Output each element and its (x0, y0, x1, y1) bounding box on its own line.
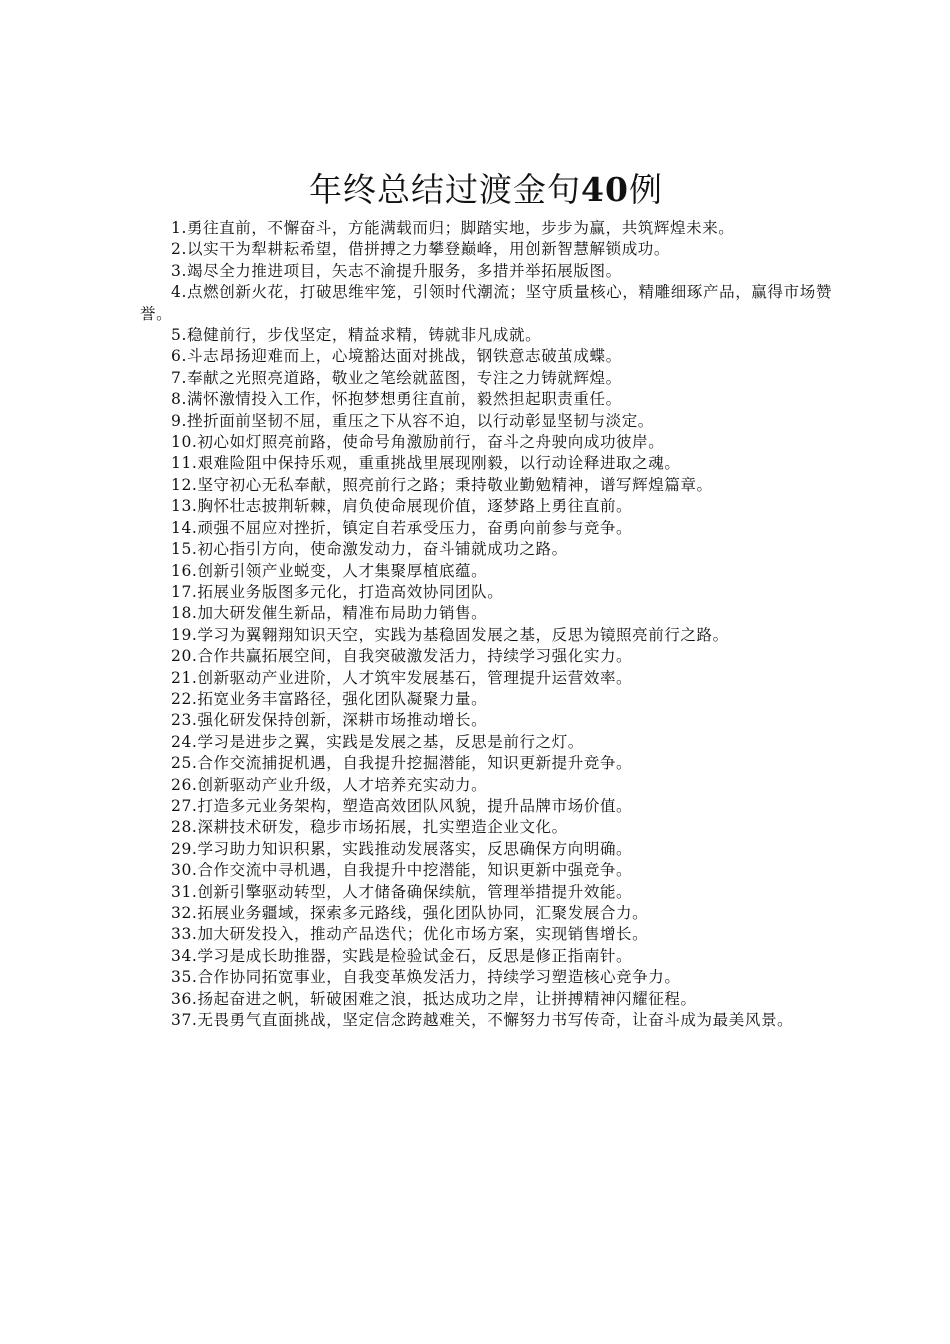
list-item: 3.竭尽全力推进项目，矢志不渝提升服务，多措并举拓展版图。 (171, 261, 622, 280)
list-item: 33.加大研发投入，推动产品迭代；优化市场方案，实现销售增长。 (171, 925, 649, 944)
list-item: 1.勇往直前，不懈奋斗，方能满载而归；脚踏实地，步步为赢，共筑辉煌未来。 (171, 219, 735, 237)
list-item: 17.拓展业务版图多元化，打造高效协同团队。 (171, 582, 504, 601)
list-item: 9.挫折面前坚韧不屈，重压之下从容不迫，以行动彰显坚韧与淡定。 (171, 411, 654, 430)
document-page (140, 168, 832, 1031)
list-item: 11.艰难险阻中保持乐观，重重挑战里展现刚毅，以行动诠释进取之魂。 (171, 454, 681, 473)
list-item: 32.拓展业务疆域，探索多元路线，强化团队协同，汇聚发展合力。 (171, 904, 649, 922)
list-item: 2.以实干为犁耕耘希望，借拼搏之力攀登巅峰，用创新智慧解锁成功。 (171, 240, 670, 259)
list-item: 24.学习是进步之翼，实践是发展之基，反思是前行之灯。 (171, 732, 584, 751)
list-item: 25.合作交流捕捉机遇，自我提升挖掘潜能，知识更新提升竞争。 (171, 754, 633, 773)
document-title (140, 168, 832, 212)
title-number: 40 (581, 170, 629, 209)
list-item: 19.学习为翼翱翔知识天空，实践为基稳固发展之基，反思为镜照亮前行之路。 (171, 625, 729, 644)
list-item: 29.学习助力知识积累，实践推动发展落实，反思确保方向明确。 (171, 839, 633, 858)
list-item: 13.胸怀壮志披荆斩棘，肩负使命展现价值，逐梦路上勇往直前。 (171, 497, 633, 516)
list-item: 5.稳健前行，步伐坚定，精益求精，铸就非凡成就。 (171, 326, 542, 345)
list-item: 12.坚守初心无私奉献，照亮前行之路；秉持敬业勤勉精神，谱写辉煌篇章。 (171, 475, 713, 494)
list-item: 20.合作共赢拓展空间，自我突破激发活力，持续学习强化实力。 (171, 647, 633, 666)
list-item: 10.初心如灯照亮前路，使命号角激励前行，奋斗之舟驶向成功彼岸。 (171, 433, 665, 452)
list-item: 35.合作协同拓宽事业，自我变革焕发活力，持续学习塑造核心竞争力。 (171, 968, 681, 987)
list-item: 27.打造多元业务架构，塑造高效团队风貌，提升品牌市场价值。 (171, 796, 633, 815)
list-item: 34.学习是成长助推器，实践是检验试金石，反思是修正指南针。 (171, 946, 633, 965)
list-item: 26.创新驱动产业升级，人才培养充实动力。 (171, 775, 488, 794)
list-item: 36.扬起奋进之帆，斩破困难之浪，抵达成功之岸，让拼搏精神闪耀征程。 (171, 989, 697, 1008)
list-item: 14.顽强不屈应对挫折，镇定自若承受压力，奋勇向前参与竞争。 (171, 518, 633, 537)
list-item: 7.奉献之光照亮道路，敬业之笔绘就蓝图，专注之力铸就辉煌。 (171, 368, 622, 387)
list-item: 21.创新驱动产业进阶，人才筑牢发展基石，管理提升运营效率。 (171, 668, 633, 687)
list-item: 30.合作交流中寻机遇，自我提升中挖潜能，知识更新中强竞争。 (171, 861, 633, 880)
list-item: 6.斗志昂扬迎难而上，心境豁达面对挑战，钢铁意志破茧成蝶。 (171, 347, 622, 366)
sentence-list (140, 218, 832, 1031)
list-item: 15.初心指引方向，使命激发动力，奋斗铺就成功之路。 (171, 540, 568, 559)
list-item: 28.深耕技术研发，稳步市场拓展，扎实塑造企业文化。 (171, 818, 568, 837)
list-item: 22.拓宽业务丰富路径，强化团队凝聚力量。 (171, 689, 488, 708)
list-item: 4.点燃创新火花，打破思维牢笼，引领时代潮流；坚守质量核心，精雕细琢产品，赢得市场赞誉。 (140, 283, 832, 323)
list-item: 37.无畏勇气直面挑战，坚定信念跨越难关，不懈努力书写传奇，让奋斗成为最美风景。 (171, 1011, 794, 1030)
title-suffix: 例 (628, 170, 663, 209)
list-item: 23.强化研发保持创新，深耕市场推动增长。 (171, 711, 488, 730)
list-item: 8.满怀激情投入工作，怀抱梦想勇往直前，毅然担起职责重任。 (171, 390, 622, 409)
list-item: 18.加大研发催生新品，精准布局助力销售。 (171, 604, 488, 623)
title-prefix: 年终总结过渡金句 (309, 170, 582, 209)
list-item: 16.创新引领产业蜕变，人才集聚厚植底蕴。 (171, 561, 488, 580)
list-item: 31.创新引擎驱动转型，人才储备确保续航，管理举措提升效能。 (171, 882, 633, 901)
